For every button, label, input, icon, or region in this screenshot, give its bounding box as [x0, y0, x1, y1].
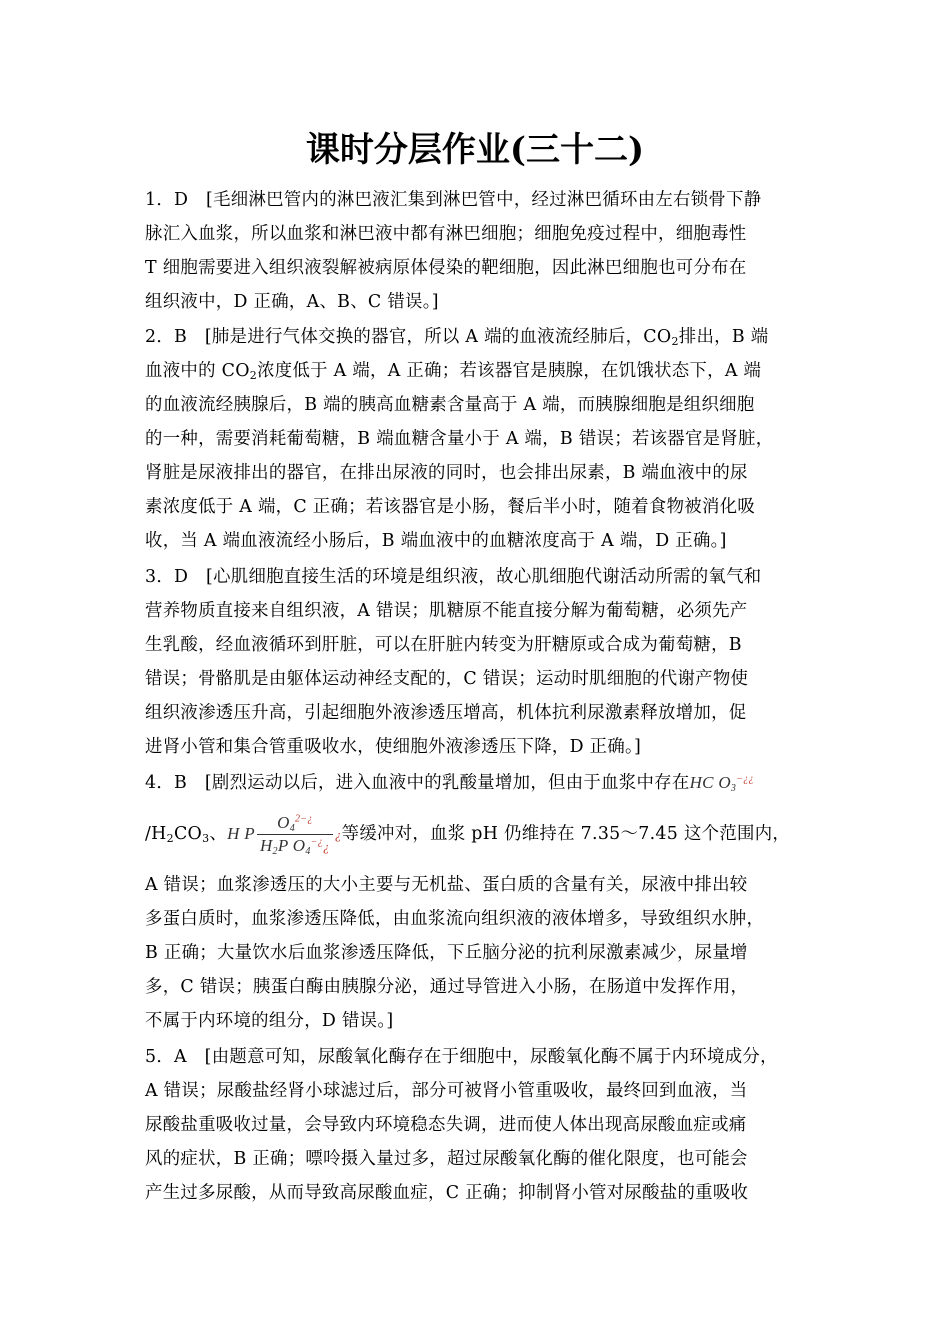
fraction — [257, 812, 333, 858]
text-line: T 细胞需要进入组织液裂解被病原体侵染的靶细胞，因此淋巴细胞也可分布在 — [145, 258, 747, 278]
formula-text: P O — [277, 836, 306, 856]
text-segment: 浓度低于 A 端，A 正确；若该器官是胰腺，在饥饿状态下，A 端 — [257, 361, 762, 381]
text-line: 3．D [心肌细胞直接生活的环境是组织液，故心肌细胞代谢活动所需的氧气和 — [145, 567, 762, 587]
formula-subscript: 4 — [289, 823, 295, 835]
text-line: 组织液中，D 正确，A、B、C 错误。] — [145, 292, 439, 312]
text-line: 错误；骨骼肌是由躯体运动神经支配的，C 错误；运动时肌细胞的代谢产物使 — [145, 669, 749, 689]
text-segment: 4．B [剧烈运动以后，进入血液中的乳酸量增加，但由于血浆中存在 — [145, 773, 690, 793]
text-line: 素浓度低于 A 端，C 正确；若该器官是小肠，餐后半小时，随着食物被消化吸 — [145, 497, 756, 517]
fraction-denominator — [257, 835, 333, 858]
page-title: 课时分层作业(三十二) — [305, 130, 645, 170]
formula-superscript: −¿¿ — [736, 773, 754, 785]
text-line — [145, 804, 815, 864]
text-line: 不属于内环境的组分，D 错误。] — [145, 1011, 394, 1031]
text-segment: 等缓冲对，血浆 pH 仍维持在 7.35～7.45 这个范围内， — [341, 824, 791, 844]
formula-subscript: 3 — [730, 783, 737, 794]
bicarbonate-formula — [690, 773, 754, 792]
text-line — [145, 768, 815, 798]
text-line: B 正确；大量饮水后血浆渗透压降低，下丘脑分泌的抗利尿激素减少，尿量增 — [145, 943, 748, 963]
text-segment: CO — [173, 824, 203, 844]
subscript: 2 — [166, 832, 174, 845]
text-line: A 错误；尿酸盐经肾小球滤过后，部分可被肾小管重吸收，最终回到血液，当 — [145, 1081, 748, 1101]
fraction-numerator — [257, 812, 333, 835]
text-segment: 排出，B 端 — [678, 327, 769, 347]
text-line: A 错误；血浆渗透压的大小主要与无机盐、蛋白质的含量有关，尿液中排出较 — [145, 875, 748, 895]
formula-text: ¿ — [334, 827, 342, 842]
formula-base: HC O — [689, 773, 731, 792]
formula-base: H P — [227, 824, 255, 843]
text-line: 5．A [由题意可知，尿酸氧化酶存在于细胞中，尿酸氧化酶不属于内环境成分， — [145, 1047, 778, 1067]
text-line: 产生过多尿酸，从而导致高尿酸血症，C 正确；抑制肾小管对尿酸盐的重吸收 — [145, 1183, 749, 1203]
text-line: 尿酸盐重吸收过量，会导致内环境稳态失调，进而使人体出现高尿酸血症或痛 — [145, 1115, 747, 1135]
text-segment: 、 — [209, 824, 228, 844]
text-line: 多蛋白质时，血浆渗透压降低，由血浆流向组织液的液体增多，导致组织水肿， — [145, 909, 765, 929]
text-segment: 2．B [肺是进行气体交换的器官，所以 A 端的血液流经肺后，CO — [145, 327, 672, 347]
text-segment: /H — [145, 824, 167, 844]
subscript: 3 — [202, 832, 210, 845]
text-line: 脉汇入血浆，所以血浆和淋巴液中都有淋巴细胞；细胞免疫过程中，细胞毒性 — [145, 224, 747, 244]
formula-text: O — [277, 813, 290, 833]
text-line — [145, 322, 815, 352]
formula-text: ¿ — [323, 839, 330, 855]
text-line: 生乳酸，经血液循环到肝脏，可以在肝脏内转变为肝糖原或合成为葡萄糖，B — [145, 635, 742, 655]
text-line: 1．D [毛细淋巴管内的淋巴液汇集到淋巴管中，经过淋巴循环由左右锁骨下静 — [145, 190, 762, 210]
text-line: 组织液渗透压升高，引起细胞外液渗透压增高，机体抗利尿激素释放增加，促 — [145, 703, 747, 723]
text-line: 的血液流经胰腺后，B 端的胰高血糖素含量高于 A 端，而胰腺细胞是组织细胞 — [145, 395, 755, 415]
subscript: 2 — [249, 369, 258, 382]
text-line — [145, 356, 815, 386]
text-line: 多，C 错误；胰蛋白酶由胰腺分泌，通过导管进入小肠，在肠道中发挥作用， — [145, 977, 749, 997]
formula-subscript: 2 — [272, 846, 278, 858]
formula-superscript: 2−¿ — [295, 813, 313, 825]
formula-subscript: 4 — [305, 846, 311, 858]
formula-superscript: −¿ — [310, 836, 324, 848]
text-line: 肾脏是尿液排出的器官，在排出尿液的同时，也会排出尿素，B 端血液中的尿 — [145, 463, 748, 483]
text-line: 的一种，需要消耗葡萄糖，B 端血糖含量小于 A 端，B 错误；若该器官是肾脏， — [145, 429, 774, 449]
phosphate-formula — [227, 813, 342, 858]
text-line: 风的症状，B 正确；嘌呤摄入量过多，超过尿酸氧化酶的催化限度，也可能会 — [145, 1149, 748, 1169]
text-line: 收，当 A 端血液流经小肠后，B 端血液中的血糖浓度高于 A 端，D 正确。] — [145, 531, 727, 551]
formula-text: H — [259, 836, 273, 856]
subscript: 2 — [671, 335, 679, 348]
text-line: 营养物质直接来自组织液，A 错误；肌糖原不能直接分解为葡萄糖，必须先产 — [145, 601, 748, 621]
text-line: 进肾小管和集合管重吸收水，使细胞外液渗透压下降，D 正确。] — [145, 737, 642, 757]
text-segment: 血液中的 CO — [145, 361, 250, 381]
